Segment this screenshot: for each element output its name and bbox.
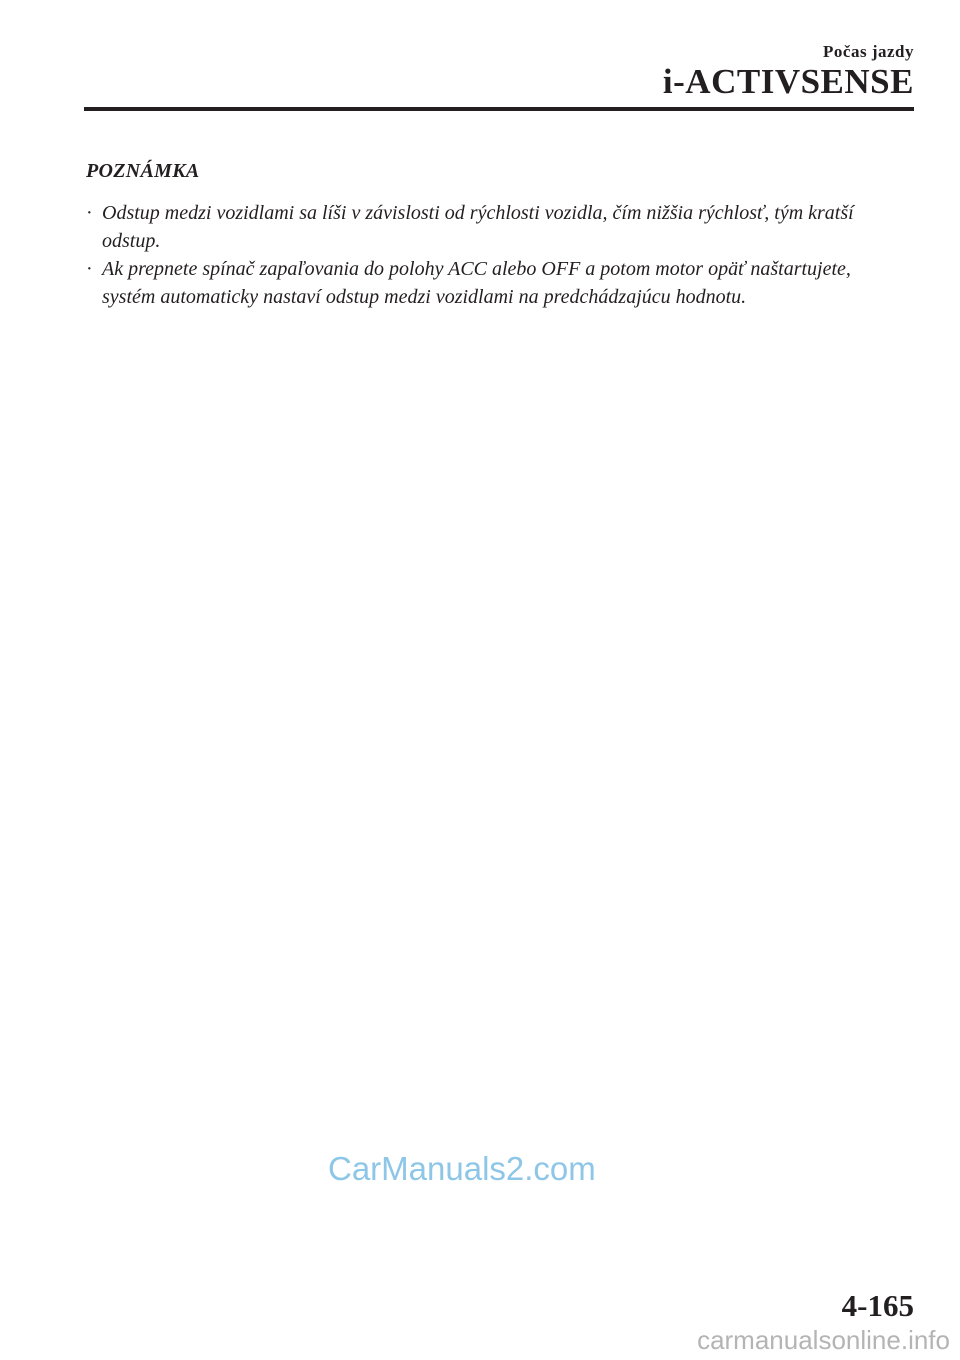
section-title: i-ACTIVSENSE: [662, 62, 914, 101]
list-item: [86, 199, 906, 255]
section-subtitle: Počas jazdy: [823, 42, 914, 61]
note-list: [86, 199, 906, 311]
list-item: [86, 255, 906, 311]
note-item-text: Odstup medzi vozidlami sa líši v závislosti od rýchlosti vozidla, čím nižšia rýchlosť, tým kratší odstup.: [102, 202, 854, 252]
bullet-icon: ·: [86, 258, 93, 280]
bullet-icon: ·: [86, 202, 93, 224]
page-number: 4-165: [841, 1288, 914, 1323]
note-heading: POZNÁMKA: [86, 160, 200, 182]
note-item-text: Ak prepnete spínač zapaľovania do polohy ACC alebo OFF a potom motor opäť naštartujete, systém automaticky nastaví odstup medzi vozidlami na predchádzajúcu hodnotu.: [102, 258, 851, 308]
carmanuals-watermark: CarManuals2.com: [328, 1150, 596, 1187]
note-block: [86, 160, 906, 311]
site-watermark: carmanualsonline.info: [697, 1325, 950, 1355]
header-divider: [84, 107, 914, 111]
